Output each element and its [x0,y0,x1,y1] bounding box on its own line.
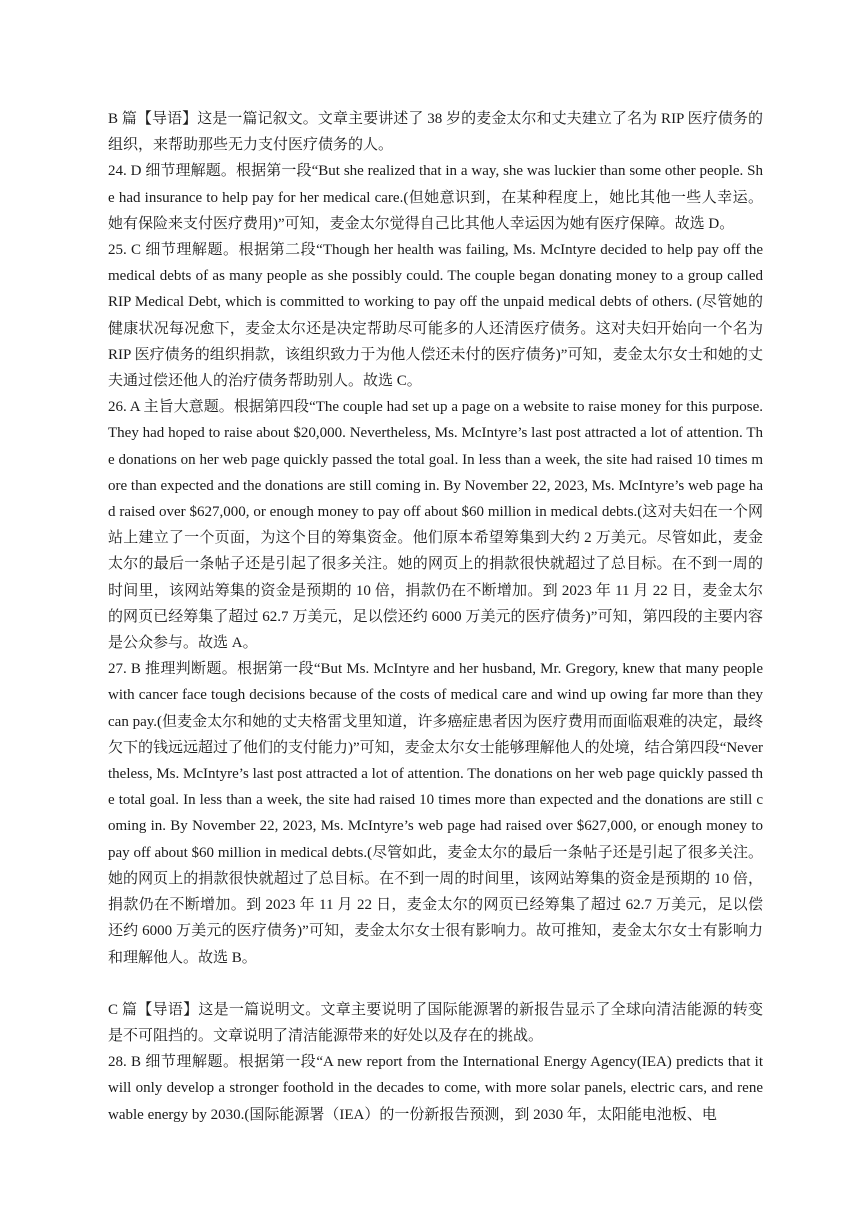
section-b-intro: B 篇【导语】这是一篇记叙文。文章主要讲述了 38 岁的麦金太尔和丈夫建立了名为 RIP 医疗债务的组织，来帮助那些无力支付医疗债务的人。 [108,111,763,154]
answer-25: 25. C 细节理解题。根据第二段“Though her health was failing, Ms. McIntyre decided to help pay off the medical debts of as many people as she possibly could. The couple began donating money to a group called RIP Medical Debt, which is committed to working to pay off the unpaid medical debts of others. (尽管她的健康状况每况愈下，麦金太尔还是决定帮助尽可能多的人还清医疗债务。这对夫妇开始向一个名为 RIP 医疗债务的组织捐款，该组织致力于为他人偿还未付的医疗债务)”可知，麦金太尔女士和她的丈夫通过偿还他人的治疗债务帮助别人。故选 C。 [108,242,763,390]
section-spacer [108,971,763,997]
answer-27: 27. B 推理判断题。根据第一段“But Ms. McIntyre and her husband, Mr. Gregory, knew that many people with cancer face tough decisions because of the costs of medical care and wind up owing far more than they can pay.(但麦金太尔和她的丈夫格雷戈里知道，许多癌症患者因为医疗费用而面临艰难的决定，最终欠下的钱远远超过了他们的支付能力)”可知，麦金太尔女士能够理解他人的处境，结合第四段“Nevertheless, Ms. McIntyre’s last post attracted a lot of attention. The donations on her web page quickly passed the total goal. In less than a week, the site had raised 10 times more than expected and the donations are still coming in. By November 22, 2023, Ms. McIntyre’s web page had raised over $627,000, or enough money to pay off about $60 million in medical debts.(尽管如此，麦金太尔的最后一条帖子还是引起了很多关注。她的网页上的捐款很快就超过了总目标。在不到一周的时间里，该网站筹集的资金是预期的 10 倍，捐款仍在不断增加。到 2023 年 11 月 22 日，麦金太尔的网页已经筹集了超过 62.7 万美元，足以偿还约 6000 万美元的医疗债务)”可知，麦金太尔女士很有影响力。故可推知，麦金太尔女士有影响力和理解他人。故选 B。 [108,661,763,966]
answer-28: 28. B 细节理解题。根据第一段“A new report from the International Energy Agency(IEA) predicts that it will only develop a stronger foothold in the decades to come, with more solar panels, electric cars, and renewable energy by 2030.(国际能源署（IEA）的一份新报告预测，到 2030 年，太阳能电池板、电 [108,1054,763,1123]
section-c-intro: C 篇【导语】这是一篇说明文。文章主要说明了国际能源署的新报告显示了全球向清洁能源的转变是不可阻挡的。文章说明了清洁能源带来的好处以及存在的挑战。 [108,1001,763,1044]
answer-26: 26. A 主旨大意题。根据第四段“The couple had set up a page on a website to raise money for this purpose. They had hoped to raise about $20,000. Nevertheless, Ms. McIntyre’s last post attracted a lot of attention. The donations on her web page quickly passed the total goal. In less than a week, the site had raised 10 times more than expected and the donations are still coming in. By November 22, 2023, Ms. McIntyre’s web page had raised over $627,000, or enough money to pay off about $60 million in medical debts.(这对夫妇在一个网站上建立了一个页面，为这个目的筹集资金。他们原本希望筹集到大约 2 万美元。尽管如此，麦金太尔的最后一条帖子还是引起了很多关注。她的网页上的捐款很快就超过了总目标。在不到一周的时间里，该网站筹集的资金是预期的 10 倍，捐款仍在不断增加。到 2023 年 11 月 22 日，麦金太尔的网页已经筹集了超过 62.7 万美元，足以偿还约 6000 万美元的医疗债务)”可知，第四段的主要内容是公众参与。故选 A。 [108,399,763,652]
document-page [108,106,763,1128]
answer-24: 24. D 细节理解题。根据第一段“But she realized that in a way, she was luckier than some other people. She had insurance to help pay for her medical care.(但她意识到，在某种程度上，她比其他一些人幸运。她有保险来支付医疗费用)”可知，麦金太尔觉得自己比其他人幸运因为她有医疗保障。故选 D。 [108,163,763,232]
